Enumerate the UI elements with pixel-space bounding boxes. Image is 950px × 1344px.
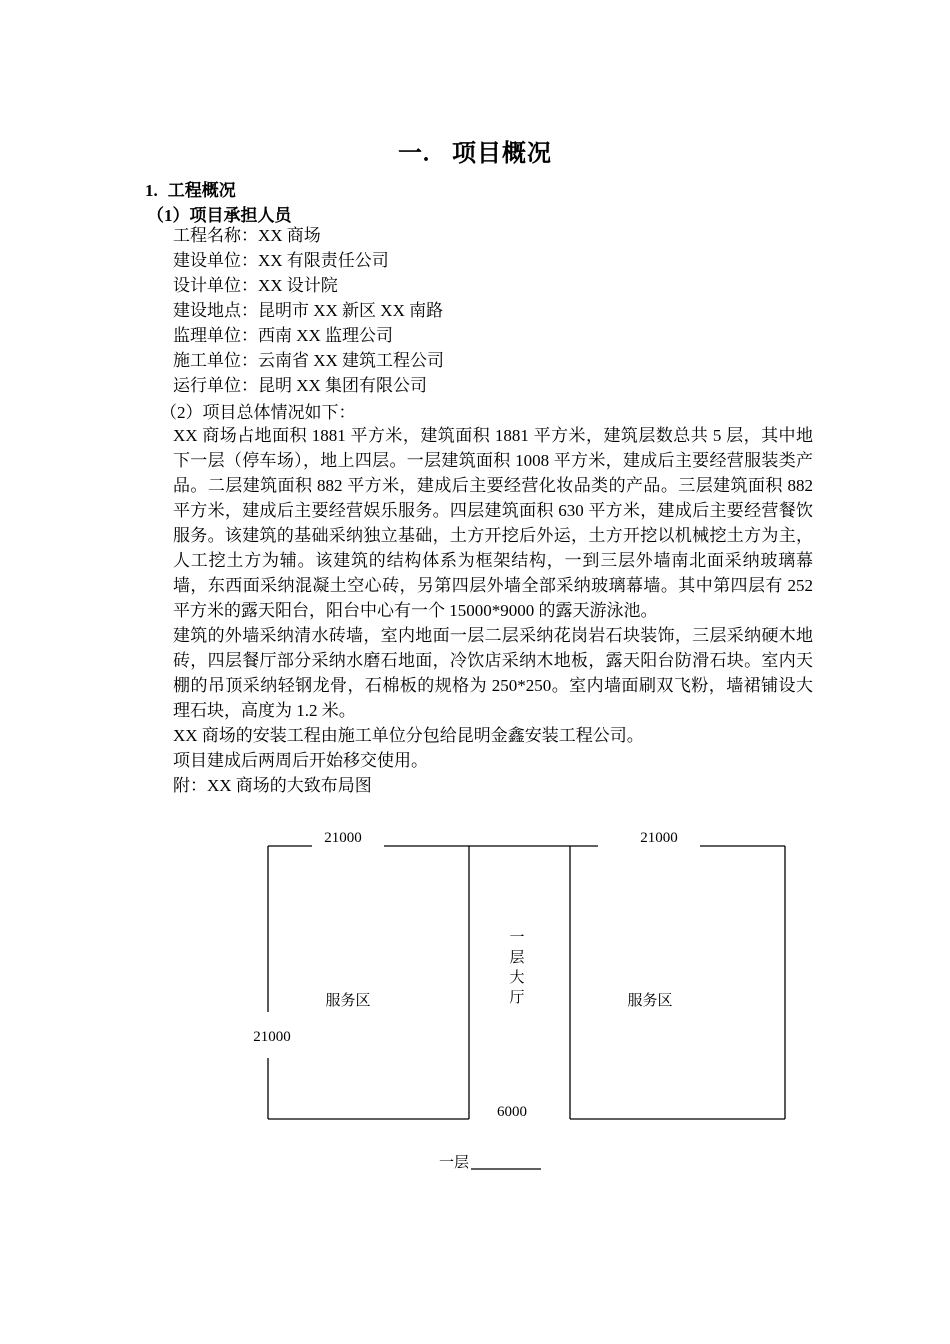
section-heading [145,176,236,201]
subsection-heading-personnel: （1）项目承担人员 [147,206,292,225]
info-operator: 运行单位：昆明 XX 集团有限公司 [173,376,428,395]
hall-label-char-1: 一 [509,930,525,946]
info-contractor: 施工单位：云南省 XX 建筑工程公司 [173,351,445,370]
hall-label-char-4: 厅 [509,990,525,1006]
info-project-name: 工程名称：XX 商场 [173,226,321,245]
subsection-heading-overview: （2）项目总体情况如下： [160,403,356,422]
room-label-left: 服务区 [325,993,371,1009]
room-label-right: 服务区 [627,993,673,1009]
hall-label-char-3: 大 [509,970,525,986]
section-title: 工程概况 [167,181,236,200]
dim-label-height: 21000 [253,1029,291,1045]
info-construction-unit: 建设单位：XX 有限责任公司 [173,251,389,270]
project-info-list [173,223,813,398]
title-text: 项目概况 [452,141,552,167]
paragraph-overview: XX 商场占地面积 1881 平方米，建筑面积 1881 平方米，建筑层数总共 5 层，其中地下一层（停车场），地上四层。一层建筑面积 1008 平方米，建成后主要经营服装类产品。二层建筑面积 882 平方米，建成后主要经营化妆品类的产品。三层建筑面积 882 平方米，建成后主要经营娱乐服务。四层建筑面积 630 平方米，建成后主要经营餐饮服务。该建筑的基础采纳独立基础，土方开挖后外运，土方开挖以机械挖土方为主，人工挖土方为辅。该建筑的结构体系为框架结构，一到三层外墙南北面采纳玻璃幕墙，东西面采纳混凝土空心砖，另第四层外墙全部采纳玻璃幕墙。其中第四层有 252 平方米的露天阳台，阳台中心有一个 15000*9000 的露天游泳池。 [173,426,813,620]
section-number: 1. [145,181,158,200]
info-design-unit: 设计单位：XX 设计院 [173,276,338,295]
page-title [0,133,950,168]
info-location: 建设地点：昆明市 XX 新区 XX 南路 [173,301,444,320]
paragraph-finishes: 建筑的外墙采纳清水砖墙，室内地面一层二层采纳花岗岩石块装饰，三层采纳硬木地砖，四层餐厅部分采纳水磨石地面，冷饮店采纳木地板，露天阳台防滑石块。室内天棚的吊顶采纳轻钢龙骨，石棉板的规格为 250*250。室内墙面刷双飞粉，墙裙铺设大理石块，高度为 1.2 米。 [173,626,813,720]
dim-label-left-top: 21000 [324,830,362,846]
overview-body [173,423,813,798]
dim-label-hall-width: 6000 [497,1104,527,1120]
paragraph-installation: XX 商场的安装工程由施工单位分包给昆明金鑫安装工程公司。 [173,726,644,745]
paragraph-attachment: 附：XX 商场的大致布局图 [173,776,372,795]
info-supervision-unit: 监理单位：西南 XX 监理公司 [173,326,394,345]
hall-label-char-2: 层 [509,950,525,966]
dim-label-right-top: 21000 [640,830,678,846]
paragraph-handover: 项目建成后两周后开始移交使用。 [173,751,428,770]
floor-plan-caption: 一层 [438,1155,470,1171]
title-number: 一. [398,141,430,167]
